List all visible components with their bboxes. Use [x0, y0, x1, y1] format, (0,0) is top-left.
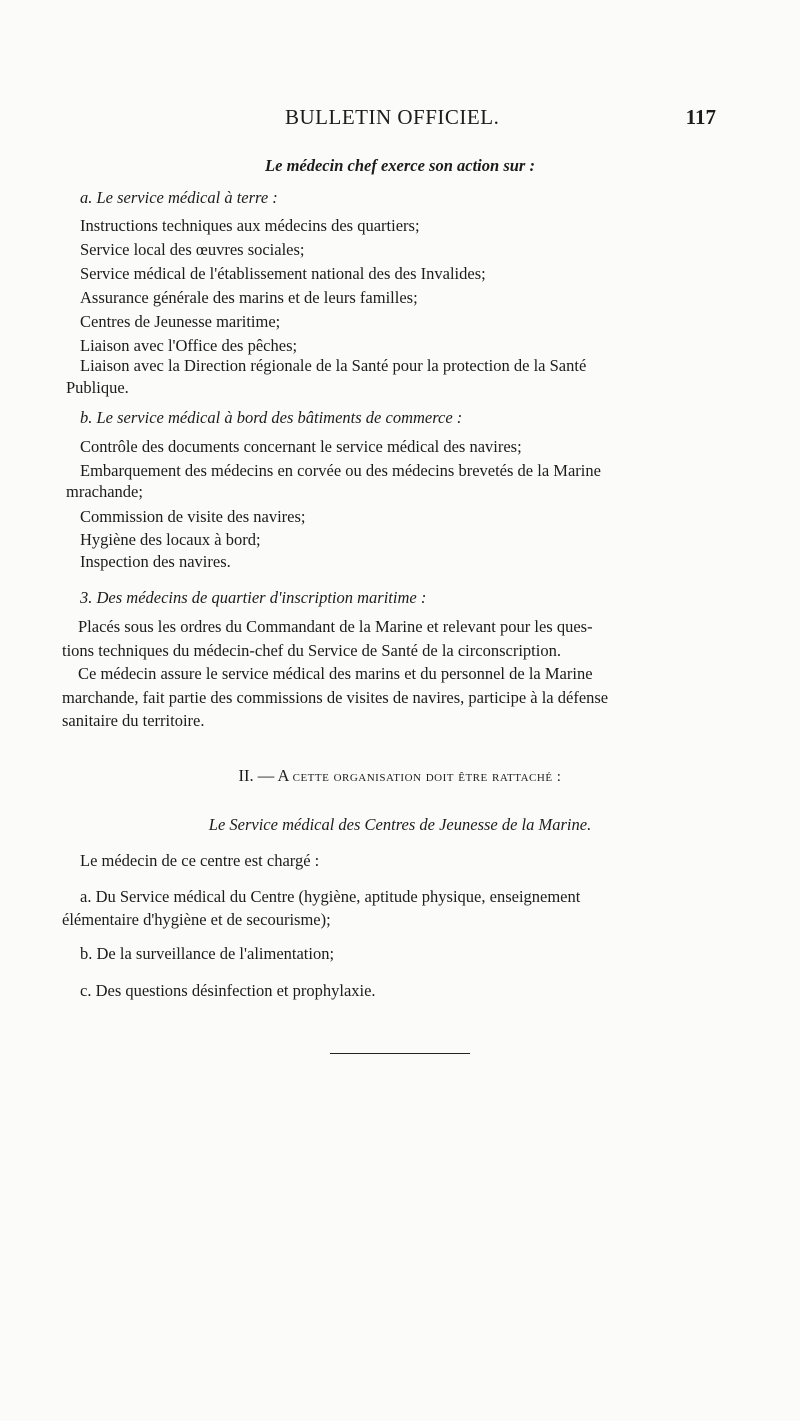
section-b-item: Contrôle des documents concernant le service médical des navires; [80, 437, 522, 456]
section-b-item: Inspection des navires. [80, 552, 231, 571]
section-3-line: Placés sous les ordres du Commandant de la Marine et relevant pour les ques- [78, 617, 593, 636]
section-3-line: marchande, fait partie des commissions de visites de navires, participe à la défense [62, 688, 609, 707]
section-b-item: Hygiène des locaux à bord; [80, 530, 261, 549]
section-2-heading [80, 766, 720, 787]
section-b-heading: b. Le service médical à bord des bâtiments de commerce : [80, 408, 463, 427]
section-2-item: b. De la surveillance de l'alimentation; [80, 944, 335, 963]
section-2-item: c. Des questions désinfection et prophylaxie. [80, 981, 376, 1000]
section-3-line: Ce médecin assure le service médical des marins et du personnel de la Marine [78, 664, 593, 683]
section-b-item: Embarquement des médecins en corvée ou des médecins brevetés de la Marine [80, 461, 601, 480]
end-divider [330, 1053, 470, 1054]
section-b-item: mrachande; [66, 482, 143, 501]
page-header [80, 105, 720, 135]
section-a-item: Service médical de l'établissement national des des Invalides; [80, 264, 486, 283]
section-2-heading-num: II. — A [238, 766, 289, 785]
section-2-intro: Le médecin de ce centre est chargé : [80, 851, 320, 870]
section-3-heading: 3. Des médecins de quartier d'inscription maritime : [80, 588, 427, 607]
section-a-item: Instructions techniques aux médecins des quartiers; [80, 216, 420, 235]
section-a-item: Liaison avec la Direction régionale de la Santé pour la protection de la Santé [80, 356, 587, 375]
running-title: BULLETIN OFFICIEL. [285, 105, 500, 129]
section-2-item: élémentaire d'hygiène et de secourisme); [62, 910, 331, 929]
section-2-subheading: Le Service médical des Centres de Jeunesse de la Marine. [208, 815, 592, 834]
section-a-item: Service local des œuvres sociales; [80, 240, 305, 259]
section-3-line: tions techniques du médecin-chef du Service de Santé de la circonscription. [62, 641, 561, 660]
section-a-item: Assurance générale des marins et de leurs familles; [80, 288, 418, 307]
section-2-heading-text: cette organisation doit être rattaché : [292, 769, 562, 785]
section-a-item: Centres de Jeunesse maritime; [80, 312, 281, 331]
section-a-item: Liaison avec l'Office des pêches; [80, 336, 298, 355]
section-a-heading: a. Le service médical à terre : [80, 188, 278, 207]
section-b-item: Commission de visite des navires; [80, 507, 306, 526]
section-2-item: a. Du Service médical du Centre (hygiène, aptitude physique, enseignement [80, 887, 581, 906]
section-a-item: Publique. [66, 378, 129, 397]
page-number: 117 [685, 105, 716, 129]
section-3-line: sanitaire du territoire. [62, 711, 205, 730]
intro-line: Le médecin chef exerce son action sur : [265, 156, 535, 175]
